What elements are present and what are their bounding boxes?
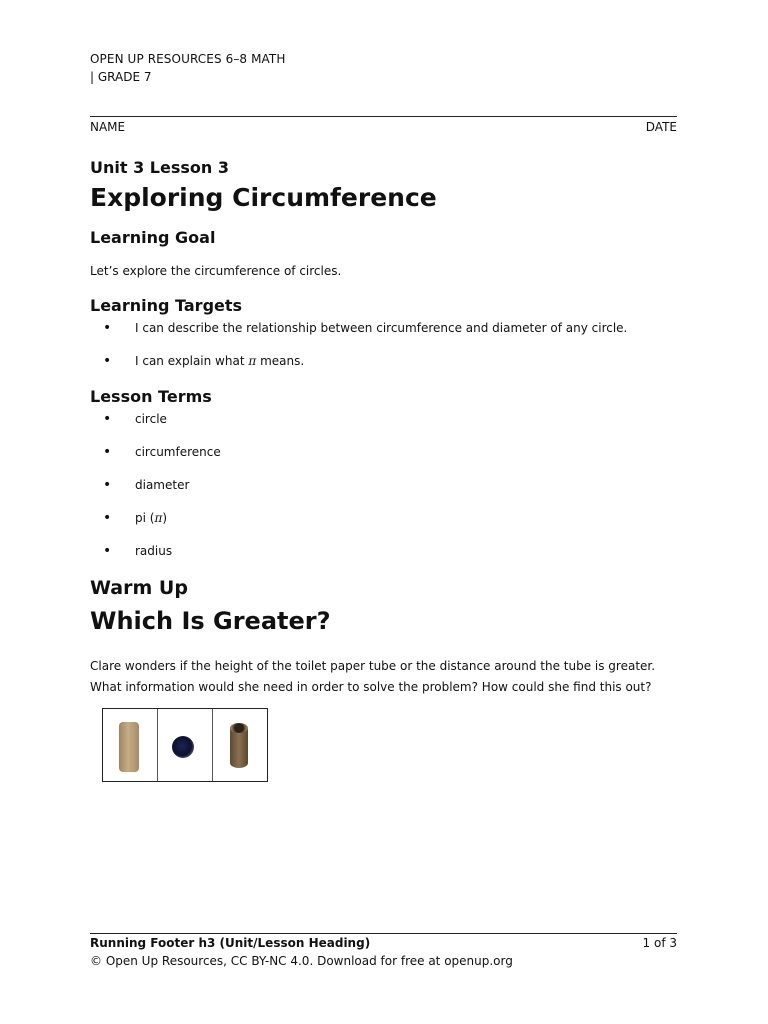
lesson-term-text-start: pi (: [135, 511, 155, 525]
learning-goal-heading: Learning Goal: [90, 228, 216, 247]
footer-copyright: © Open Up Resources, CC BY-NC 4.0. Download for free at openup.org: [90, 954, 513, 968]
lesson-terms-heading: Lesson Terms: [90, 387, 212, 406]
date-label: DATE: [645, 120, 677, 134]
bullet-icon: •: [103, 320, 112, 336]
bullet-icon: •: [103, 510, 112, 526]
header-divider: [90, 116, 677, 117]
learning-target-text-start: I can explain what: [135, 354, 249, 368]
learning-targets-heading: Learning Targets: [90, 296, 243, 315]
lesson-term-text: circle: [135, 412, 167, 426]
unit-lesson-label: Unit 3 Lesson 3: [90, 158, 229, 177]
tube-angle-icon: [230, 724, 248, 768]
footer-heading: Running Footer h3 (Unit/Lesson Heading): [90, 936, 371, 950]
footer-divider: [90, 933, 677, 934]
tube-side-view-image: [103, 709, 158, 781]
toilet-paper-tube-images: [102, 708, 268, 782]
bullet-icon: •: [103, 353, 112, 369]
tube-end-view-image: [158, 709, 213, 781]
pi-symbol: π: [248, 354, 257, 368]
bullet-icon: •: [103, 411, 112, 427]
tube-angle-view-image: [213, 709, 267, 781]
header-grade: | GRADE 7: [90, 70, 152, 84]
warm-up-heading: Warm Up: [90, 577, 188, 599]
warm-up-prompt: Clare wonders if the height of the toilet paper tube or the distance around the tube is greater. What information would she need in order to solve the problem? How could she find this out?: [90, 659, 656, 694]
header-organization: OPEN UP RESOURCES 6–8 MATH: [90, 52, 286, 66]
lesson-term-text: diameter: [135, 478, 190, 492]
learning-target-text: I can describe the relationship between circumference and diameter of any circle.: [135, 321, 628, 335]
pi-symbol: π: [154, 511, 163, 525]
name-label: NAME: [90, 120, 126, 134]
bullet-icon: •: [103, 477, 112, 493]
lesson-term-text: radius: [135, 544, 173, 558]
bullet-icon: •: [103, 543, 112, 559]
worksheet-page: [90, 0, 677, 1024]
lesson-term-text: circumference: [135, 445, 221, 459]
warm-up-title: Which Is Greater?: [90, 607, 331, 635]
bullet-icon: •: [103, 444, 112, 460]
tube-side-icon: [119, 722, 139, 772]
learning-target-text-end: means.: [256, 354, 305, 368]
lesson-term-text-end: ): [162, 511, 168, 525]
lesson-title: Exploring Circumference: [90, 183, 437, 212]
lesson-term-text: [135, 509, 167, 527]
footer-page-number: 1 of 3: [642, 936, 677, 950]
learning-goal-text: Let’s explore the circumference of circles.: [90, 264, 342, 278]
tube-end-icon: [172, 736, 194, 758]
learning-target-text: [135, 352, 304, 370]
